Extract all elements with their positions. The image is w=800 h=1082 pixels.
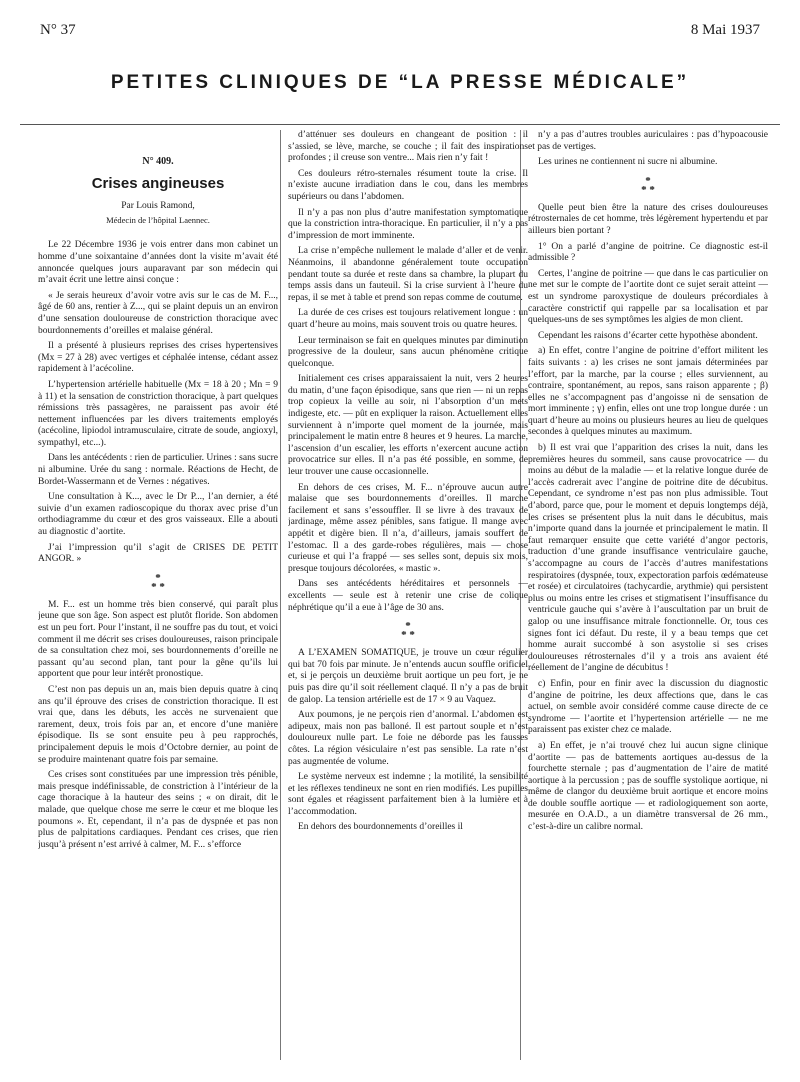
paragraph: Ces douleurs rétro-sternales résument toute la crise. Il n’existe aucune irradiation dans le cou, dans les membres supérieurs ou dans l’abdomen. <box>288 168 528 202</box>
article-column-3 <box>528 130 768 1068</box>
paragraph: b) Il est vrai que l’apparition des crises la nuit, dans les premières heures du sommeil, sans cause provocatrice — du moins au début de la maladie — et la relative longue durée de l’accès cadrerait avec l’angine de poitrine dite de décubitus. Cependant, ce syndrome n’est pas non plus admissible. Tout d’abord, parce que, pour le moment et depuis longtemps déjà, les crises se présentent plus la nuit dans le décubitus, mais n’importe quand dans la journée et principalement le matin. Il faut remarquer ensuite que cette variété d’angor pectoris, traduction d’une grande insuffisance ventriculaire gauche, s’accompagne au cours de l’accès d’autres manifestations respiratoires (dyspnée, toux, expectoration parfois œdémateuse et rosée) et circulatoires (tachycardie, arythmie) qui persistent plus ou moins entre les crises et stigmatisent l’insuffisance du ventricule gauche qui s’avère à l’auscultation par un bruit de galop ou une insuffisance mitrale fonctionnelle. Or, tous ces signes font ici défaut. Du reste, il y a beau temps que cet homme aurait succombé à son asystolie si ses crises douloureuses rétrosternales d’il y a trois ans avaient été réellement de l’angine de décubitus ! <box>528 443 768 674</box>
paragraph: « Je serais heureux d’avoir votre avis sur le cas de M. F..., âgé de 60 ans, rentier à Z..., qui se plaint depuis un an environ d’une sensation douloureuse de constriction thoracique avec bourdonnements d’oreilles et malaise général. <box>38 290 278 336</box>
paragraph: En dehors de ces crises, M. F... n’éprouve aucun autre malaise que ses bourdonnements d’oreilles. Il marche facilement et sans s’essouffler. Il se livre à des travaux de jardinage, même assez pénibles, sans fatigue. Il mange avec appétit et digère bien. Il n’a, d’ailleurs, jamais souffert de l’estomac. Il a des garde-robes régulières, mais — chose curieuse et qui l’a frappé — ses selles sont, depuis six mois, presque toujours décolorées, « mastic ». <box>288 482 528 574</box>
paragraph: Il n’y a pas non plus d’autre manifestation symptomatique que la constriction intra-thoracique. En particulier, il n’y a pas d’impression de mort imminente. <box>288 207 528 241</box>
paragraph: Leur terminaison se fait en quelques minutes par diminution progressive de la douleur, sans aucun phénomène critique quelconque. <box>288 335 528 369</box>
article-column-1 <box>38 156 278 1066</box>
article-byline: Par Louis Ramond, <box>121 201 195 212</box>
paragraph: Initialement ces crises apparaissaient la nuit, vers 2 heures du matin, d’une façon épisodique, sans que rien — ni un repas trop copieux la veille au soir, ni l’absorption d’un mets indigeste, etc. — pût en expliquer la raison. Actuellement elles surviennent à n’importe quel moment de la journée, mais principalement le matin entre 8 heures et 9 heures. La marche, l’ascension d’un escalier, les efforts n’exercent aucune action provocatrice sur elles. Il n’a pas été possible, en somme, de leur trouver une cause occasionnelle. <box>288 374 528 478</box>
paragraph: L’hypertension artérielle habituelle (Mx = 18 à 20 ; Mn = 9 à 11) et la sensation de constriction thoracique, à part quelques rémissions très passagères, ne paraissent pas avoir été nettement influencées par les divers traitements employés (acécoline, lipiodol intramusculaire, citrate de soude, angioxyl, sympathyl, etc...). <box>38 379 278 448</box>
paragraph: Dans ses antécédents héréditaires et personnels — excellents — seule est à retenir une crise de colique néphrétique qu’il a eue à l’âge de 30 ans. <box>288 579 528 613</box>
author-affiliation: Médecin de l’hôpital Laennec. <box>106 214 210 225</box>
paragraph: 1° On a parlé d’angine de poitrine. Ce diagnostic est-il admissible ? <box>528 241 768 264</box>
paragraph: Il a présenté à plusieurs reprises des crises hypertensives (Mx = 27 à 28) avec vertiges et céphalée intense, cédant assez rapidement à l’acécoline. <box>38 341 278 375</box>
column-divider <box>280 130 281 1060</box>
page-header <box>40 22 760 42</box>
paragraph: c) Enfin, pour en finir avec la discussion du diagnostic d’angine de poitrine, les deux affections que, dans le cas actuel, on semble avoir considéré comme cause directe de ce syndrome — l’aortite et l’hypertension artérielle — ne me paraissent pas exister chez ce malade. <box>528 678 768 736</box>
section-separator: * * * <box>401 620 415 642</box>
paragraph: Quelle peut bien être la nature des crises douloureuses rétrosternales de cet homme, très légèrement hypertendu et par ailleurs bien portant ? <box>528 202 768 236</box>
masthead-rule <box>20 124 780 125</box>
paragraph: C’est non pas depuis un an, mais bien depuis quatre à cinq ans qu’il éprouve des crises de constriction thoracique. Il est vrai que, dans les débuts, les accès ne survenaient que rarement, deux, trois fois par an, et encore d’une manière épisodique. Ils se sont ensuite peu à peu rapprochés, principalement depuis le mois d’Octobre dernier, au point de se produire maintenant quatre fois par semaine. <box>38 684 278 765</box>
paragraph: La durée de ces crises est toujours relativement longue : un quart d’heure au moins, mais souvent trois ou quatre heures. <box>288 308 528 330</box>
section-separator: * * * <box>641 174 655 196</box>
paragraph: A L’EXAMEN SOMATIQUE, je trouve un cœur régulier qui bat 70 fois par minute. Je n’entends aucun souffle orificiel et, si je perçois un deuxième bruit aortique un peu fort, je ne puis pas dire qu’il soit réellement claqué. Il n’y a pas de bruit de galop. La tension artérielle est de 17 × 9 au Vaquez. <box>288 648 528 705</box>
paragraph: La crise n’empêche nullement le malade d’aller et de venir. Néanmoins, il abandonne généralement toute occupation pendant toute sa durée et reste dans sa chambre, la plupart du temps assis dans un fauteuil. Si la crise survient à l’heure du repas, il se met à table et prend son repas comme de coutume. <box>288 246 528 303</box>
paragraph: Certes, l’angine de poitrine — que dans le cas particulier on ne met sur le compte de l’aortite dont ce sujet serait atteint — est un syndrome paroxystique de douleurs précordiales à caractère constrictif qui rappelle par sa localisation et par quelques-uns de ses symptômes les algies de mon client. <box>528 268 768 326</box>
paragraph: Une consultation à K..., avec le Dr P..., l’an dernier, a été suivie d’un examen radioscopique du thorax avec prise d’un orthodiagramme du cœur et des gros vaisseaux. Elle a abouti au diagnostic d’aortite. <box>38 492 278 538</box>
paragraph: Dans les antécédents : rien de particulier. Urines : sans sucre ni albumine. Urée du sang : normale. Réactions de Hecht, de Bordet-Wassermann et de Vernes : négatives. <box>38 453 278 487</box>
paragraph: M. F... est un homme très bien conservé, qui paraît plus jeune que son âge. Son aspect est plutôt floride. Son abdomen est un peu fort. Pour l’instant, il ne souffre pas du tout, et voici comment il me décrit ses crises douloureuses, raison principale de sa consultation chez moi, ses bourdonnements d’oreille ne passant qu’au second plan, tant pour la gêne qu’ils lui apportent que pour leur intérêt pronostique. <box>38 599 278 680</box>
paragraph: Les urines ne contiennent ni sucre ni albumine. <box>538 157 718 168</box>
article-title: Crises angineuses <box>91 174 225 192</box>
issue-number: N° 37 <box>40 22 76 38</box>
paragraph: Aux poumons, je ne perçois rien d’anormal. L’abdomen est adipeux, mais non pas balloné. Il est partout souple et n’est douloureux nulle part. Le foie ne déborde pas les fausses côtes. La région vésiculaire n’est pas sensible. La rate n’est pas augmentée de volume. <box>288 710 528 767</box>
issue-date: 8 Mai 1937 <box>690 22 760 38</box>
section-separator: * * * <box>151 571 165 593</box>
paragraph: n’y a pas d’autres troubles auriculaires : pas d’hypoacousie et pas de vertiges. <box>528 130 768 152</box>
paragraph: En dehors des bourdonnements d’oreilles il <box>298 822 463 833</box>
paragraph: a) En effet, contre l’angine de poitrine d’effort militent les faits suivants : a) les crises ne sont jamais déterminées par l’effort, par la marche, par la course ; elles surviennent, au contraire, spontanément, au repos, sans raison apparente ; β) elles ne s’accompagnent pas d’angoisse ni de sensation de mort imminente ; γ) enfin, elles ont une trop longue durée : un quart d’heure au moins ou plusieurs heures au lieu de quelques secondes à quelques minutes au maximum. <box>528 346 768 438</box>
masthead-title: PETITES CLINIQUES DE “LA PRESSE MÉDICALE” <box>110 72 690 93</box>
article-column-2 <box>288 130 528 1068</box>
paragraph: J’ai l’impression qu’il s’agit de CRISES DE PETIT ANGOR. » <box>38 542 278 565</box>
paragraph: Cependant les raisons d’écarter cette hypothèse abondent. <box>538 330 758 341</box>
paragraph: Ces crises sont constituées par une impression très pénible, mais presque indéfinissable, de constriction à l’intérieur de la cage thoracique à la hauteur des seins ; « on dirait, dit le malade, que quelque chose me serre le cœur et me bloque les poumons ». Et, cependant, il n’a pas de dyspnée et pas non plus de palpitations cardiaques. Pendant ces crises, que rien jusqu’à présent n’est arrivé à calmer, M. F... s’efforce <box>38 770 278 850</box>
paragraph: Le 22 Décembre 1936 je vois entrer dans mon cabinet un homme d’une soixantaine d’années dont la visite m’avait été annoncée quelques jours auparavant par son médecin qui m’avait écrit une lettre ainsi conçue : <box>38 240 278 286</box>
paragraph: a) En effet, je n’ai trouvé chez lui aucun signe clinique d’aortite — pas de battements aortiques au-dessus de la fourchette sternale ; pas d’augmentation de l’aire de matité aortique à la percussion ; pas de souffle systolique aortique, ni même de clangor du deuxième bruit aortique et encore moins de double souffle aortique — et radiologiquement son aorte, mesurée en O.A.D., a un diamètre transversal de 26 mm., c’est-à-dire un calibre normal. <box>528 740 768 833</box>
paragraph: Le système nerveux est indemne ; la motilité, la sensibilité et les réflexes tendineux ne sont en rien modifiés. Les pupilles sont égales et réagissent parfaitement bien à la lumière et à l’accommodation. <box>288 772 528 817</box>
paragraph: d’atténuer ses douleurs en changeant de position : il s’assied, se lève, marche, se couche ; il fait des inspirations profondes ; il creuse son ventre... Mais rien n’y fait ! <box>288 130 528 164</box>
article-number: N° 409. <box>142 156 174 167</box>
